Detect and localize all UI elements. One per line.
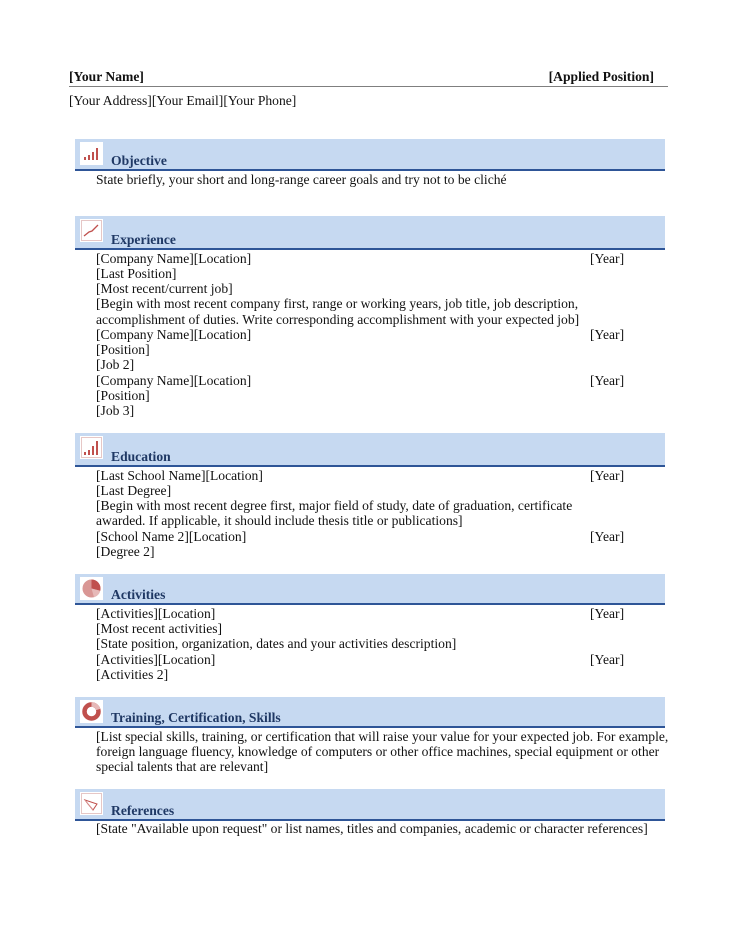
training-line: foreign language fluency, knowledge of computers or other office machines, special equipment or other xyxy=(96,744,660,759)
section-header-experience xyxy=(75,216,665,250)
header-divider xyxy=(69,86,668,87)
experience-line: [Job 3] xyxy=(96,403,135,418)
education-line: [School Name 2][Location] xyxy=(96,529,247,544)
education-line: awarded. If applicable, it should include thesis title or publications] xyxy=(96,513,463,528)
activities-line: [Most recent activities] xyxy=(96,621,223,636)
experience-line: [Last Position] xyxy=(96,266,177,281)
section-title-education: Education xyxy=(111,449,171,464)
section-title-references: References xyxy=(111,803,175,818)
activities-line: [Activities 2] xyxy=(96,667,169,682)
education-year: [Year] xyxy=(590,468,625,483)
experience-line: [Company Name][Location] xyxy=(96,327,252,342)
experience-line: [Most recent/current job] xyxy=(96,281,233,296)
section-header-training xyxy=(75,697,665,728)
experience-year: [Year] xyxy=(590,327,625,342)
experience-line: accomplishment of duties. Write corresponding accomplishment with your expected job] xyxy=(96,312,580,327)
pie-chart-icon xyxy=(80,577,103,600)
references-line: [State "Available upon request" or list names, titles and companies, academic or character references] xyxy=(96,821,648,836)
experience-line: [Company Name][Location] xyxy=(96,373,252,388)
objective-text: State briefly, your short and long-range career goals and try not to be cliché xyxy=(96,172,507,187)
bar-chart-icon xyxy=(80,436,103,459)
activities-line: [Activities][Location] xyxy=(96,606,216,621)
section-header-objective xyxy=(75,139,665,171)
section-title-activities: Activities xyxy=(111,587,166,602)
experience-line: [Begin with most recent company first, range or working years, job title, job description, xyxy=(96,296,579,311)
activities-line: [Activities][Location] xyxy=(96,652,216,667)
training-line: special talents that are relevant] xyxy=(96,759,269,774)
applied-position: [Applied Position] xyxy=(548,69,654,84)
training-line: [List special skills, training, or certification that will raise your value for your expected job. For example, xyxy=(96,729,669,744)
candidate-name: [Your Name] xyxy=(69,69,144,84)
activities-year: [Year] xyxy=(590,606,625,621)
section-header-education xyxy=(75,433,665,467)
experience-year: [Year] xyxy=(590,251,625,266)
experience-line: [Job 2] xyxy=(96,357,135,372)
education-line: [Degree 2] xyxy=(96,544,155,559)
section-title-objective: Objective xyxy=(111,153,167,168)
activities-line: [State position, organization, dates and your activities description] xyxy=(96,636,457,651)
section-header-references xyxy=(75,789,665,821)
experience-year: [Year] xyxy=(590,373,625,388)
education-year: [Year] xyxy=(590,529,625,544)
education-line: [Last Degree] xyxy=(96,483,172,498)
bar-chart-icon xyxy=(80,142,103,165)
radar-chart-icon xyxy=(80,792,103,815)
experience-line: [Position] xyxy=(96,342,150,357)
experience-line: [Company Name][Location] xyxy=(96,251,252,266)
section-title-experience: Experience xyxy=(111,232,176,247)
activities-year: [Year] xyxy=(590,652,625,667)
section-title-training: Training, Certification, Skills xyxy=(111,710,281,725)
education-line: [Last School Name][Location] xyxy=(96,468,263,483)
contact-line: [Your Address][Your Email][Your Phone] xyxy=(69,93,297,108)
experience-line: [Position] xyxy=(96,388,150,403)
education-line: [Begin with most recent degree first, major field of study, date of graduation, certificate xyxy=(96,498,573,513)
donut-chart-icon xyxy=(80,700,103,723)
line-chart-icon xyxy=(80,219,103,242)
section-header-activities xyxy=(75,574,665,605)
